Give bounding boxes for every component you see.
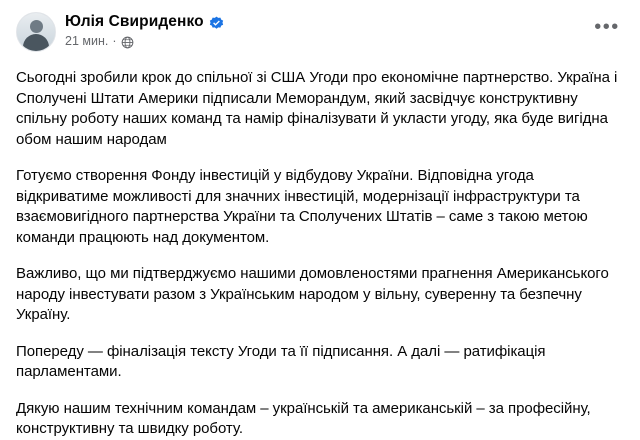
more-options-icon[interactable]: ••• [594, 16, 620, 38]
author-name[interactable]: Юлія Свириденко [65, 13, 204, 30]
post-meta [65, 34, 224, 48]
avatar-head-shape [30, 20, 43, 33]
post-paragraph: Готуємо створення Фонду інвестицій у відбудову України. Відповідна угода відкриватиме можливості для значних інвестицій, модернізації інфраструктури та взаємовигідного партнерства України та Сполучених Штатів – саме з такою метою команди працюють над документом. [16, 167, 588, 246]
globe-icon[interactable] [121, 36, 134, 49]
post-body [16, 68, 624, 440]
post-header-text [65, 12, 224, 48]
author-row [65, 13, 224, 31]
avatar[interactable] [16, 12, 56, 52]
post-paragraph: Важливо, що ми підтверджуємо нашими домовленостями прагнення Американського народу інвестувати разом з Українським народом у вільну, суверенну та безпечну Україну. [16, 265, 609, 323]
post-paragraph: Дякую нашим технічним командам – українській та американській – за професійну, конструктивну та швидку роботу. [16, 399, 591, 437]
post-header [16, 12, 624, 56]
meta-separator: · [112, 34, 117, 48]
post-paragraph: Сьогодні зробили крок до спільної зі США Угоди про економічне партнерство. Україна і Сполучені Штати Америки підписали Меморандум, який засвідчує конструктивну спільну роботу наших команд та намір фіналізувати й укласти угоду, яка буде вигідна обом нашим народам [16, 69, 618, 148]
post-paragraph: Попереду — фіналізація тексту Угоди та її підписання. А далі — ратифікація парламентами. [16, 342, 546, 380]
verified-badge-icon [209, 16, 224, 31]
post-timestamp[interactable]: 21 мин. [65, 34, 109, 48]
